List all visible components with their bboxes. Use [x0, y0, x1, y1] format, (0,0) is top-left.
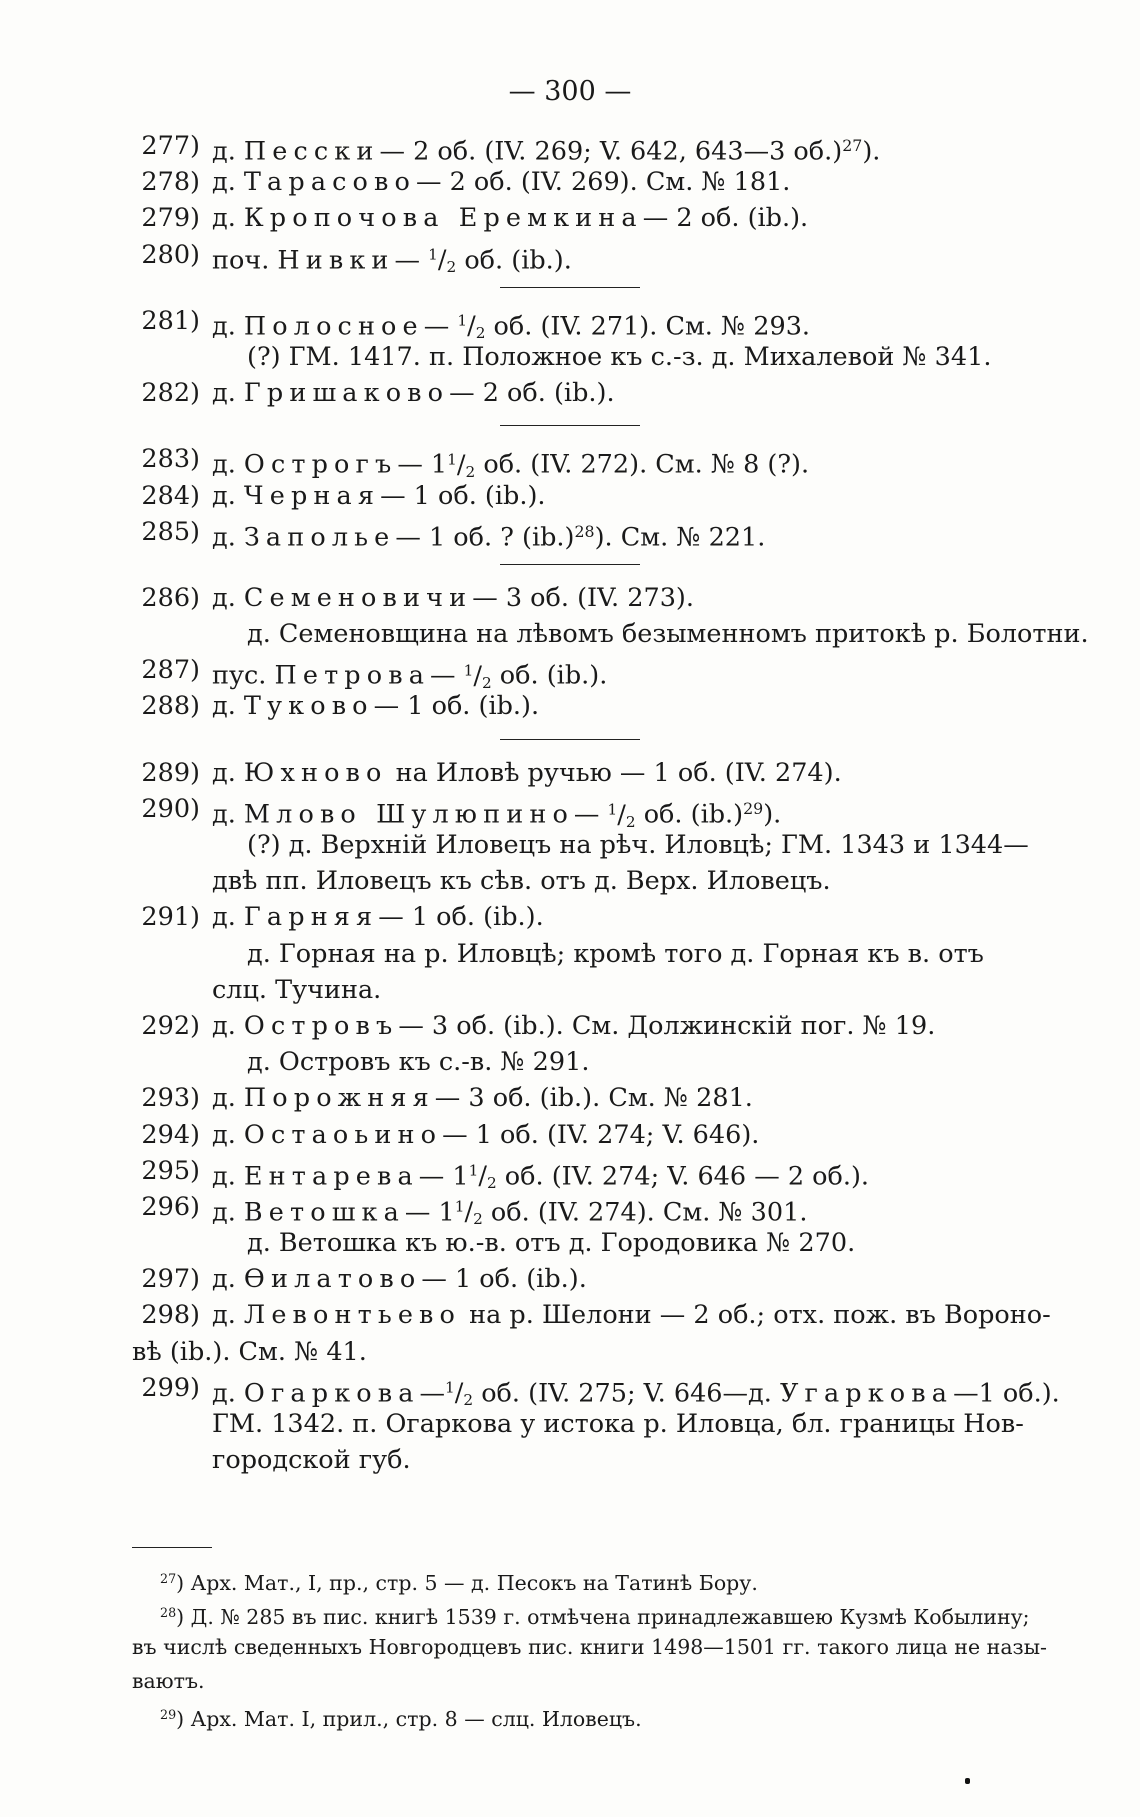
entry-details: — 2 об. (IV. 269; V. 642, 643—3 об.) [379, 136, 843, 167]
footnote-text: ) Арх. Мат. I, прил., стр. 8 — слц. Иловецъ. [176, 1706, 642, 1731]
entry-continuation: ГМ. 1342. п. Огаркова у истока р. Иловца, бл. границы Нов- [212, 1409, 1024, 1439]
entry-282 [0, 375, 1140, 411]
fraction-numerator: 1 [428, 245, 438, 264]
settlement-name: Левонтьево [243, 1300, 461, 1331]
entry-281-note [0, 339, 1140, 375]
entry-note: д. Семеновщина на лѣвомъ безыменномъ притокѣ р. Болотни. [247, 619, 1089, 650]
entry-details: об. (IV. 275; V. 646—д. [473, 1378, 780, 1409]
entry-details: на р. Шелони — 2 об.; отх. пож. въ Вороно- [461, 1300, 1051, 1331]
entry-details: — 3 об. (ib.). См. № 281. [434, 1083, 753, 1114]
settlement-name: Семеновичи [243, 582, 473, 613]
entry-details: об. (IV. 274; V. 646 — 2 об.). [496, 1161, 870, 1192]
entry-277 [0, 128, 1140, 167]
entry-dash: — [573, 799, 608, 830]
entry-286 [0, 580, 1140, 616]
entry-details: об. (IV. 274). См. № 301. [482, 1197, 808, 1228]
entry-299-cont [0, 1406, 1140, 1442]
entry-details: об. (IV. 272). См. № 8 (?). [475, 449, 810, 480]
settlement-type: д. [212, 902, 244, 933]
entry-286-note [0, 616, 1140, 652]
entry-291-note-cont [0, 972, 1140, 1008]
entry-289 [0, 755, 1140, 791]
fraction-numerator: 1 [463, 661, 474, 680]
ink-speck [965, 1778, 970, 1784]
entry-dash: — [423, 311, 458, 342]
entry-288 [0, 688, 1140, 724]
entry-details: — 1 об. (ib.). [421, 1264, 587, 1295]
fraction: $^1/_2$ [463, 660, 492, 692]
page-number: — 300 — [508, 76, 632, 107]
footnote-continuation: въ числѣ сведенныхъ Новгородцевъ пис. книги 1498—1501 гг. такого лица не назы- [132, 1635, 1047, 1659]
fraction-denominator: 2 [625, 812, 636, 831]
entry-dash: — 1 [397, 449, 448, 480]
settlement-name: Тарасово [243, 167, 416, 198]
fraction-numerator: 1 [445, 1378, 455, 1397]
entry-294 [0, 1117, 1140, 1153]
footnote-ref: 29 [743, 798, 764, 818]
entry-details: — 1 об. (ib.). [373, 691, 540, 722]
fraction-numerator: 1 [457, 311, 468, 330]
footnotes [0, 1562, 1140, 1732]
settlement-name: Огаркова [243, 1378, 420, 1409]
settlement-type: д. [212, 582, 244, 613]
fraction-denominator: 2 [486, 1173, 497, 1192]
entry-note-continuation: двѣ пп. Иловецъ къ сѣв. отъ д. Верх. Иловецъ. [212, 866, 831, 897]
entry-note-continuation: слц. Тучина. [212, 974, 382, 1005]
entry-number: 288) [141, 691, 200, 722]
entry-details: — 2 об. (ib.). [642, 203, 809, 234]
fraction: $^1/_2$ [457, 311, 486, 342]
entry-number: 291) [141, 902, 200, 933]
entry-number: 294) [141, 1119, 200, 1150]
settlement-name: Туково [243, 691, 374, 722]
entry-291 [0, 899, 1140, 935]
entry-number: 290) [141, 793, 200, 824]
settlement-name: Гарняя [243, 902, 379, 933]
entry-continuation: вѣ (ib.). См. № 41. [132, 1336, 367, 1367]
settlement-name: Песски [243, 136, 380, 167]
entry-details: об. (ib.) [635, 799, 744, 830]
entry-number: 297) [141, 1264, 200, 1295]
entry-299 [0, 1370, 1140, 1410]
entry-details: — 3 об. (IV. 273). [472, 582, 694, 613]
fraction-denominator: 2 [446, 257, 457, 276]
settlement-name: Нивки [277, 244, 395, 275]
settlement-name: Заполье [243, 522, 396, 553]
settlement-name: Порожняя [243, 1083, 435, 1114]
fraction-denominator: 2 [463, 1391, 474, 1410]
footnote-text: ) Д. № 285 въ пис. книгѣ 1539 г. отмѣчена принадлежавшею Кузмѣ Кобылину; [176, 1604, 1030, 1629]
entry-details: — 3 об. (ib.). См. Должинскій пог. № 19. [398, 1010, 936, 1041]
entry-tail: ). [862, 136, 881, 167]
settlement-name: Остаоьино [243, 1119, 443, 1150]
entry-dash: — 1 [418, 1161, 469, 1192]
entry-dash: — [394, 244, 429, 275]
settlement-type: д. [212, 1119, 244, 1150]
entry-tail: ). См. № 221. [594, 522, 766, 553]
settlement-type: д. [212, 1161, 244, 1192]
settlement-type: д. [212, 757, 244, 788]
fraction-numerator: 1 [447, 450, 457, 469]
section-divider [0, 725, 1140, 755]
section-divider [0, 411, 1140, 441]
settlement-type: д. [212, 1300, 244, 1331]
fraction-denominator: 2 [481, 673, 492, 692]
entry-293 [0, 1080, 1140, 1116]
settlement-type: д. [212, 1010, 244, 1041]
entry-number: 283) [141, 444, 200, 475]
entry-number: 292) [141, 1010, 200, 1041]
entry-292 [0, 1008, 1140, 1044]
entry-number: 280) [141, 239, 200, 270]
entry-number: 277) [141, 131, 200, 161]
entry-296-note [0, 1225, 1140, 1261]
entry-details: — 2 об. (IV. 269). См. № 181. [415, 167, 791, 198]
settlement-name: Млово Шулюпино [243, 799, 574, 830]
entry-297 [0, 1261, 1140, 1297]
fraction: $^1/_2$ [607, 799, 636, 831]
entry-number: 282) [141, 378, 200, 409]
entry-details: об. (ib.). [491, 660, 608, 691]
footnote-ref: 28 [574, 521, 595, 541]
entry-number: 298) [141, 1300, 200, 1331]
entry-number: 287) [141, 655, 200, 686]
fraction: $^1/_2$ [428, 244, 457, 276]
entry-296 [0, 1189, 1140, 1229]
entry-299-cont2 [0, 1442, 1140, 1478]
settlement-name: Ентарева [243, 1161, 419, 1192]
footnote-28-cont [0, 1630, 1140, 1664]
settlement-name: Ѳилатово [243, 1264, 422, 1295]
settlement-type: д. [212, 480, 244, 511]
settlement-type: поч. [212, 244, 278, 275]
entry-number: 279) [141, 203, 200, 234]
footnote-continuation: ваютъ. [132, 1669, 205, 1693]
footnote-rule [132, 1547, 212, 1548]
fraction: $^1/_2$ [445, 1378, 474, 1410]
settlement-type: д. [212, 167, 244, 198]
footnote-27 [0, 1562, 1140, 1596]
entry-details: об. (ib.). [456, 244, 572, 275]
fraction-numerator: 1 [454, 1197, 465, 1216]
entry-278 [0, 164, 1140, 200]
section-divider [0, 273, 1140, 303]
settlement-type: пус. [212, 660, 275, 691]
entry-298 [0, 1297, 1140, 1333]
entry-tail: ). [763, 799, 782, 830]
footnote-ref: 27 [842, 136, 863, 155]
entry-tail: —1 об.). [953, 1378, 1060, 1409]
section-divider [0, 550, 1140, 580]
entry-number: 286) [141, 582, 200, 613]
entry-details: об. (IV. 271). См. № 293. [485, 311, 811, 342]
entry-note: д. Островъ къ с.-в. № 291. [247, 1047, 590, 1078]
entry-283 [0, 441, 1140, 481]
entry-number: 278) [141, 167, 200, 198]
entry-details: — 1 об. (ib.). [378, 902, 544, 933]
entry-number: 281) [141, 305, 200, 336]
entry-280 [0, 237, 1140, 276]
entry-number: 299) [141, 1372, 200, 1403]
settlement-name: Юхново [243, 757, 388, 788]
entry-note: д. Ветошка къ ю.-в. отъ д. Городовика № 270. [247, 1228, 856, 1259]
entry-281 [0, 303, 1140, 342]
footnote-mark: 28 [160, 1605, 177, 1620]
settlement-type: д. [212, 1197, 244, 1228]
entry-290-note [0, 827, 1140, 863]
footnote-28-cont2 [0, 1664, 1140, 1698]
entry-295 [0, 1153, 1140, 1192]
entry-dash: — [430, 660, 464, 691]
fraction: $^1/_2$ [468, 1161, 497, 1192]
entry-note: д. Горная на р. Иловцѣ; кромѣ того д. Горная къ в. отъ [247, 938, 984, 969]
entry-290 [0, 791, 1140, 831]
footnote-28 [0, 1596, 1140, 1630]
entry-number: 284) [141, 480, 200, 511]
entry-284 [0, 478, 1140, 514]
settlement-type: д. [212, 311, 244, 342]
footnote-29 [0, 1698, 1140, 1732]
entry-298-cont [0, 1334, 1140, 1370]
entry-number: 293) [141, 1083, 200, 1114]
entry-note: (?) ГМ. 1417. п. Положное къ с.-з. д. Михалевой № 341. [247, 341, 992, 372]
fraction: $^1/_2$ [447, 449, 476, 481]
settlement-name: Острогъ [243, 449, 398, 480]
entry-290-note-cont [0, 863, 1140, 899]
entry-details: — 1 об. ? (ib.) [395, 522, 575, 553]
settlement-type: д. [212, 799, 244, 830]
entry-details: — 1 об. (ib.). [380, 480, 546, 511]
settlement-type: д. [212, 1083, 244, 1114]
settlement-type: д. [212, 522, 244, 553]
footnote-mark: 29 [160, 1707, 177, 1722]
entry-details: — 1 об. (IV. 274; V. 646). [442, 1119, 760, 1150]
entry-number: 285) [141, 516, 200, 547]
footnote-text: ) Арх. Мат., I, пр., стр. 5 — д. Песокъ на Татинѣ Бору. [176, 1570, 758, 1595]
entry-note: (?) д. Верхній Иловецъ на рѣч. Иловцѣ; ГМ. 1343 и 1344— [247, 830, 1029, 860]
fraction-denominator: 2 [465, 462, 476, 481]
settlement-name: Гришаково [243, 378, 450, 409]
settlement-name: Полосное [243, 311, 424, 342]
settlement-name-variant: Угаркова [779, 1378, 954, 1409]
settlement-name: Островъ [243, 1010, 399, 1041]
entry-dash: — [419, 1378, 446, 1409]
entry-number: 296) [141, 1191, 200, 1222]
entry-287 [0, 652, 1140, 692]
settlement-name: Петрова [274, 660, 431, 691]
footnote-mark: 27 [160, 1571, 177, 1586]
entry-dash: — 1 [404, 1197, 455, 1228]
settlement-name: Ветошка [243, 1197, 405, 1228]
entry-details: на Иловѣ ручью — 1 об. (IV. 274). [387, 757, 842, 788]
entry-details: — 2 об. (ib.). [449, 378, 615, 409]
entry-continuation: городской губ. [212, 1445, 411, 1476]
fraction-numerator: 1 [468, 1161, 479, 1180]
entry-number: 295) [141, 1155, 200, 1186]
settlement-type: д. [212, 691, 244, 722]
fraction-numerator: 1 [607, 800, 618, 819]
settlement-name: Черная [243, 480, 381, 511]
fraction-denominator: 2 [473, 1210, 483, 1229]
settlement-type: д. [212, 1378, 244, 1409]
settlement-type: д. [212, 1264, 244, 1295]
settlement-type: д. [212, 136, 244, 167]
fraction-denominator: 2 [475, 323, 486, 342]
entry-list [0, 128, 1140, 1478]
settlement-type: д. [212, 378, 244, 409]
entry-number: 289) [141, 757, 200, 788]
entry-291-note [0, 936, 1140, 972]
entry-285 [0, 514, 1140, 553]
settlement-type: д. [212, 203, 244, 234]
settlement-type: д. [212, 449, 244, 480]
settlement-name: Кропочова Еремкина [243, 203, 643, 234]
fraction: $^1/_2$ [454, 1197, 483, 1229]
entry-292-note [0, 1044, 1140, 1080]
entry-279 [0, 200, 1140, 236]
